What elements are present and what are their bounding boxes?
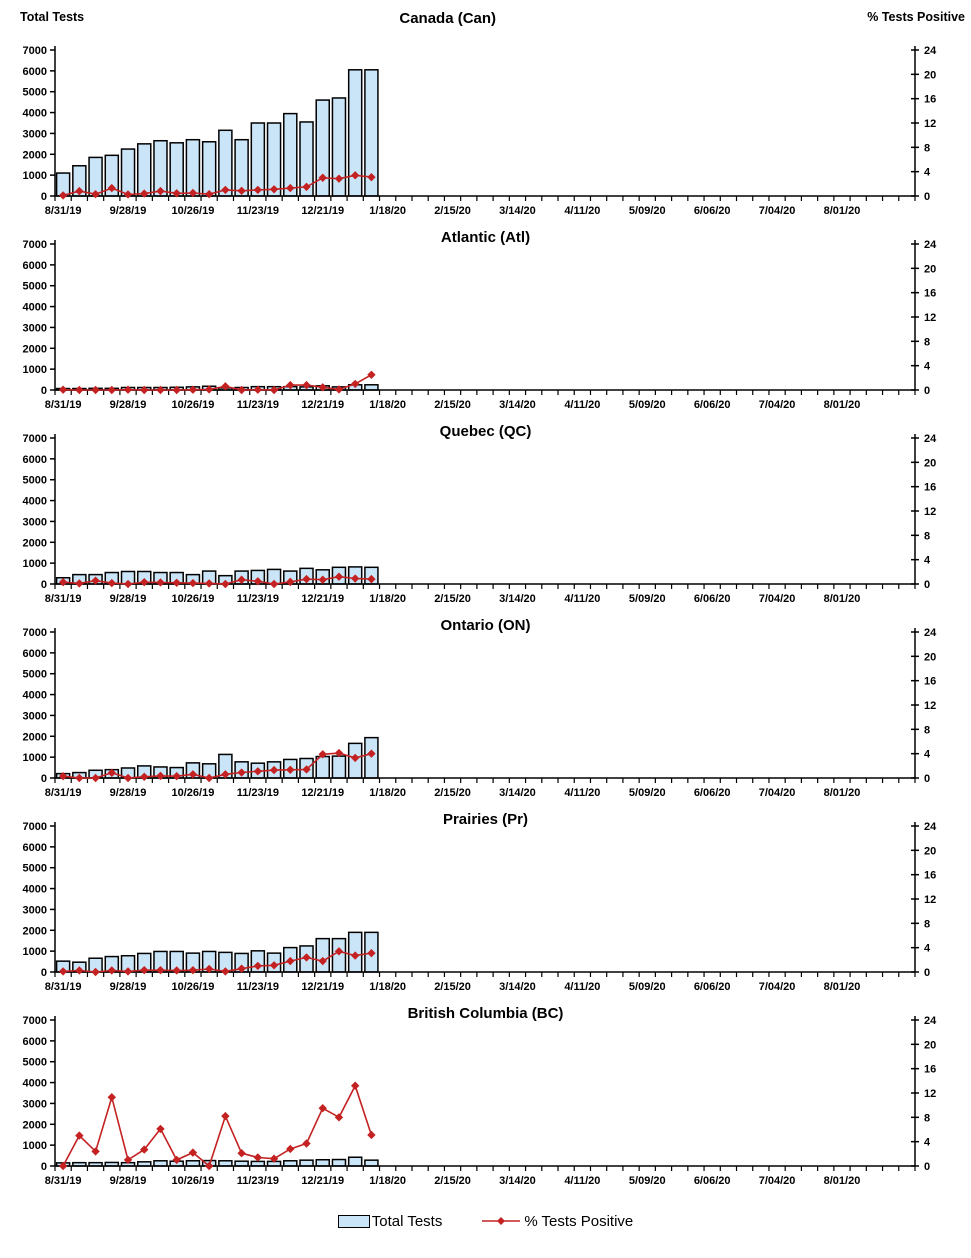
right-tick-label: 0	[924, 967, 931, 979]
x-tick-label: 7/04/20	[758, 205, 796, 217]
chart-title: Canada (Can)	[399, 10, 497, 27]
x-tick-label: 8/31/19	[44, 981, 82, 993]
x-tick-label: 3/14/20	[499, 593, 536, 605]
x-tick-label: 2/15/20	[434, 1175, 471, 1187]
x-tick-label: 4/11/20	[564, 1175, 601, 1187]
x-tick-label: 2/15/20	[434, 981, 471, 993]
x-tick-label: 11/23/19	[236, 399, 279, 411]
left-tick-label: 5000	[22, 668, 47, 681]
bar	[300, 1160, 313, 1166]
right-tick-label: 8	[924, 530, 931, 543]
right-tick-label: 8	[924, 336, 931, 349]
right-tick-label: 20	[924, 651, 937, 664]
right-tick-label: 0	[924, 1161, 931, 1173]
x-tick-label: 8/31/19	[44, 205, 82, 217]
left-tick-label: 2000	[22, 343, 47, 356]
point-marker	[75, 386, 83, 394]
chart-header	[0, 4, 971, 38]
x-tick-label: 11/23/19	[236, 981, 279, 993]
x-tick-label: 5/09/20	[628, 787, 666, 799]
left-tick-label: 7000	[22, 627, 47, 639]
x-tick-label: 8/01/20	[823, 1175, 861, 1187]
left-tick-label: 7000	[22, 821, 47, 833]
left-tick-label: 6000	[22, 1035, 47, 1048]
right-tick-label: 12	[924, 312, 937, 324]
x-tick-label: 4/11/20	[564, 787, 601, 799]
right-tick-label: 8	[924, 142, 931, 155]
bar	[284, 1161, 297, 1166]
bar	[332, 1160, 345, 1166]
x-tick-label: 1/18/20	[369, 205, 406, 217]
x-tick-label: 3/14/20	[499, 205, 536, 217]
right-tick-label: 20	[924, 457, 937, 470]
x-tick-label: 6/06/20	[693, 981, 731, 993]
x-tick-label: 8/01/20	[823, 981, 861, 993]
point-marker	[367, 371, 375, 379]
bars-series	[57, 738, 378, 778]
point-marker	[319, 1104, 327, 1112]
point-marker	[108, 1093, 116, 1101]
x-tick-label: 7/04/20	[758, 399, 796, 411]
x-tick-label: 6/06/20	[693, 787, 731, 799]
chart-title: Atlantic (Atl)	[440, 229, 531, 246]
left-tick-label: 0	[40, 967, 47, 979]
x-tick-label: 12/21/19	[301, 399, 345, 411]
left-tick-label: 0	[40, 773, 47, 785]
x-tick-label: 3/14/20	[499, 787, 536, 799]
right-tick-label: 24	[924, 627, 937, 639]
bar	[203, 142, 216, 196]
right-tick-label: 24	[924, 239, 937, 251]
bar	[138, 144, 151, 196]
chart-title: Ontario (ON)	[440, 617, 531, 634]
chart-title: Prairies (Pr)	[442, 811, 529, 828]
bar-swatch-icon	[338, 1215, 370, 1228]
left-tick-label: 4000	[22, 689, 47, 702]
point-marker	[302, 1139, 310, 1147]
point-marker	[286, 1145, 294, 1153]
left-tick-label: 6000	[22, 65, 47, 78]
left-tick-label: 6000	[22, 841, 47, 854]
right-tick-label: 16	[924, 481, 937, 494]
left-tick-label: 2000	[22, 537, 47, 550]
right-tick-label: 20	[924, 69, 937, 82]
chart-plot-atlantic	[0, 232, 971, 422]
x-tick-label: 1/18/20	[369, 399, 406, 411]
x-tick-label: 6/06/20	[693, 399, 731, 411]
left-tick-label: 2000	[22, 149, 47, 162]
right-tick-label: 16	[924, 287, 937, 300]
left-axis-title: Total Tests	[20, 10, 85, 24]
x-tick-label: 1/18/20	[369, 787, 406, 799]
bar	[186, 1161, 199, 1166]
axes	[23, 239, 938, 411]
right-tick-label: 24	[924, 433, 937, 445]
bar	[154, 1161, 167, 1166]
left-tick-label: 1000	[22, 170, 47, 183]
left-tick-label: 3000	[22, 710, 47, 723]
right-tick-label: 4	[924, 1136, 931, 1149]
right-tick-label: 4	[924, 166, 931, 179]
left-tick-label: 1000	[22, 752, 47, 765]
left-tick-label: 0	[40, 385, 47, 397]
left-tick-label: 0	[40, 579, 47, 591]
legend-item-pct-positive	[480, 1213, 633, 1230]
x-tick-label: 8/01/20	[823, 399, 861, 411]
right-tick-label: 4	[924, 942, 931, 955]
left-tick-label: 3000	[22, 904, 47, 917]
chart-panel-canada	[0, 4, 971, 228]
left-tick-label: 6000	[22, 259, 47, 272]
chart-title: Quebec (QC)	[439, 423, 532, 440]
left-tick-label: 0	[40, 1161, 47, 1173]
chart-panel-british-columbia	[0, 1005, 971, 1198]
x-tick-label: 8/01/20	[823, 593, 861, 605]
right-tick-label: 16	[924, 869, 937, 882]
right-tick-label: 0	[924, 579, 931, 591]
x-tick-label: 5/09/20	[628, 1175, 666, 1187]
bar	[186, 140, 199, 196]
x-tick-label: 12/21/19	[301, 1175, 345, 1187]
x-tick-label: 6/06/20	[693, 205, 731, 217]
x-tick-label: 7/04/20	[758, 787, 796, 799]
pct-positive-series	[59, 1082, 376, 1171]
right-tick-label: 24	[924, 45, 937, 57]
x-tick-label: 12/21/19	[301, 981, 345, 993]
bar	[316, 939, 329, 972]
left-tick-label: 2000	[22, 731, 47, 744]
right-tick-label: 24	[924, 821, 937, 833]
chart-plot-canada	[0, 38, 971, 228]
x-tick-label: 4/11/20	[564, 205, 601, 217]
right-tick-label: 20	[924, 845, 937, 858]
chart-plot-british-columbia	[0, 1008, 971, 1198]
chart-title: British Columbia (BC)	[407, 1005, 564, 1022]
right-tick-label: 12	[924, 118, 937, 130]
left-tick-label: 5000	[22, 1056, 47, 1069]
x-tick-label: 8/31/19	[44, 593, 82, 605]
right-tick-label: 24	[924, 1015, 937, 1027]
x-tick-label: 4/11/20	[564, 981, 601, 993]
x-tick-label: 12/21/19	[301, 787, 345, 799]
point-marker	[221, 1112, 229, 1120]
chart-plot-ontario	[0, 620, 971, 810]
x-tick-label: 8/01/20	[823, 205, 861, 217]
bar	[332, 756, 345, 778]
x-tick-label: 10/26/19	[171, 1175, 215, 1187]
left-tick-label: 1000	[22, 364, 47, 377]
x-tick-label: 8/31/19	[44, 399, 82, 411]
right-tick-label: 16	[924, 93, 937, 106]
line-marker-icon	[480, 1215, 522, 1227]
x-tick-label: 8/31/19	[44, 787, 82, 799]
left-tick-label: 7000	[22, 1015, 47, 1027]
x-tick-label: 5/09/20	[628, 593, 666, 605]
bars-series	[57, 70, 378, 196]
x-tick-label: 10/26/19	[171, 981, 215, 993]
x-tick-label: 8/31/19	[44, 1175, 82, 1187]
x-tick-label: 5/09/20	[628, 205, 666, 217]
bar	[219, 1161, 232, 1166]
x-tick-label: 12/21/19	[301, 205, 345, 217]
x-tick-label: 1/18/20	[369, 593, 406, 605]
right-tick-label: 0	[924, 191, 931, 203]
x-tick-label: 2/15/20	[434, 399, 471, 411]
chart-plot-prairies	[0, 814, 971, 1004]
x-tick-label: 5/09/20	[628, 981, 666, 993]
bar	[349, 1157, 362, 1166]
x-tick-label: 1/18/20	[369, 1175, 406, 1187]
x-tick-label: 10/26/19	[171, 399, 215, 411]
left-tick-label: 5000	[22, 86, 47, 99]
x-tick-label: 11/23/19	[236, 205, 279, 217]
bar	[170, 143, 183, 196]
bar	[365, 1160, 378, 1166]
right-tick-label: 4	[924, 748, 931, 761]
chart-panel-prairies	[0, 811, 971, 1004]
x-tick-label: 9/28/19	[109, 593, 147, 605]
chart-panel-quebec	[0, 423, 971, 616]
left-tick-label: 7000	[22, 433, 47, 445]
bar	[122, 149, 135, 196]
x-tick-label: 9/28/19	[109, 981, 147, 993]
point-marker	[351, 1082, 359, 1090]
left-tick-label: 1000	[22, 946, 47, 959]
right-tick-label: 16	[924, 675, 937, 688]
bars-series	[57, 1157, 378, 1166]
left-tick-label: 4000	[22, 107, 47, 120]
x-tick-label: 2/15/20	[434, 787, 471, 799]
left-tick-label: 3000	[22, 516, 47, 529]
x-tick-label: 6/06/20	[693, 1175, 731, 1187]
right-tick-label: 20	[924, 263, 937, 276]
chart-panel-ontario	[0, 617, 971, 810]
point-marker	[335, 1113, 343, 1121]
left-tick-label: 2000	[22, 1119, 47, 1132]
point-marker	[108, 386, 116, 394]
right-tick-label: 4	[924, 554, 931, 567]
right-tick-label: 4	[924, 360, 931, 373]
right-tick-label: 12	[924, 894, 937, 906]
x-tick-label: 8/01/20	[823, 787, 861, 799]
left-tick-label: 7000	[22, 239, 47, 251]
left-tick-label: 6000	[22, 647, 47, 660]
x-tick-label: 9/28/19	[109, 1175, 147, 1187]
chart-plot-quebec	[0, 426, 971, 616]
x-tick-label: 11/23/19	[236, 787, 279, 799]
x-tick-label: 9/28/19	[109, 205, 147, 217]
point-marker	[91, 386, 99, 394]
left-tick-label: 5000	[22, 474, 47, 487]
x-tick-label: 9/28/19	[109, 399, 147, 411]
left-tick-label: 4000	[22, 301, 47, 314]
point-marker	[59, 385, 67, 393]
x-tick-label: 11/23/19	[236, 593, 279, 605]
point-marker	[367, 1131, 375, 1139]
x-tick-label: 3/14/20	[499, 981, 536, 993]
x-tick-label: 3/14/20	[499, 1175, 536, 1187]
bars-series	[57, 932, 378, 972]
bar	[365, 385, 378, 390]
legend-item-total-tests	[338, 1213, 443, 1230]
bar	[284, 114, 297, 196]
bar	[251, 123, 264, 196]
x-tick-label: 6/06/20	[693, 593, 731, 605]
left-tick-label: 7000	[22, 45, 47, 57]
x-tick-label: 12/21/19	[301, 593, 345, 605]
left-tick-label: 1000	[22, 558, 47, 571]
left-tick-label: 0	[40, 191, 47, 203]
left-tick-label: 5000	[22, 280, 47, 293]
x-tick-label: 5/09/20	[628, 399, 666, 411]
right-tick-label: 20	[924, 1039, 937, 1052]
right-tick-label: 12	[924, 1088, 937, 1100]
left-tick-label: 5000	[22, 862, 47, 875]
point-marker	[254, 1153, 262, 1161]
right-tick-label: 12	[924, 700, 937, 712]
bar	[316, 757, 329, 778]
left-tick-label: 3000	[22, 1098, 47, 1111]
right-tick-label: 0	[924, 385, 931, 397]
x-tick-label: 4/11/20	[564, 593, 601, 605]
right-tick-label: 16	[924, 1063, 937, 1076]
left-tick-label: 4000	[22, 1077, 47, 1090]
x-tick-label: 7/04/20	[758, 1175, 796, 1187]
legend-diamond	[497, 1217, 505, 1225]
left-tick-label: 3000	[22, 128, 47, 141]
legend	[0, 1206, 971, 1236]
right-tick-label: 8	[924, 724, 931, 737]
bar	[268, 123, 281, 196]
x-tick-label: 9/28/19	[109, 787, 147, 799]
x-tick-label: 11/23/19	[236, 1175, 279, 1187]
x-tick-label: 10/26/19	[171, 205, 215, 217]
left-tick-label: 2000	[22, 925, 47, 938]
x-tick-label: 3/14/20	[499, 399, 536, 411]
bar	[316, 1160, 329, 1166]
left-tick-label: 6000	[22, 453, 47, 466]
legend-label: Total Tests	[371, 1212, 443, 1230]
right-tick-label: 12	[924, 506, 937, 518]
right-tick-label: 8	[924, 1112, 931, 1125]
x-tick-label: 7/04/20	[758, 981, 796, 993]
legend-label: % Tests Positive	[524, 1212, 634, 1230]
right-tick-label: 0	[924, 773, 931, 785]
point-marker	[237, 1149, 245, 1157]
x-tick-label: 1/18/20	[369, 981, 406, 993]
left-tick-label: 4000	[22, 495, 47, 508]
left-tick-label: 4000	[22, 883, 47, 896]
chart-panel-atlantic	[0, 229, 971, 422]
x-tick-label: 2/15/20	[434, 205, 471, 217]
x-tick-label: 2/15/20	[434, 593, 471, 605]
right-axis-title: % Tests Positive	[867, 10, 965, 24]
left-tick-label: 3000	[22, 322, 47, 335]
right-tick-label: 8	[924, 918, 931, 931]
x-tick-label: 4/11/20	[564, 399, 601, 411]
x-tick-label: 10/26/19	[171, 787, 215, 799]
x-tick-label: 7/04/20	[758, 593, 796, 605]
x-tick-label: 10/26/19	[171, 593, 215, 605]
left-tick-label: 1000	[22, 1140, 47, 1153]
